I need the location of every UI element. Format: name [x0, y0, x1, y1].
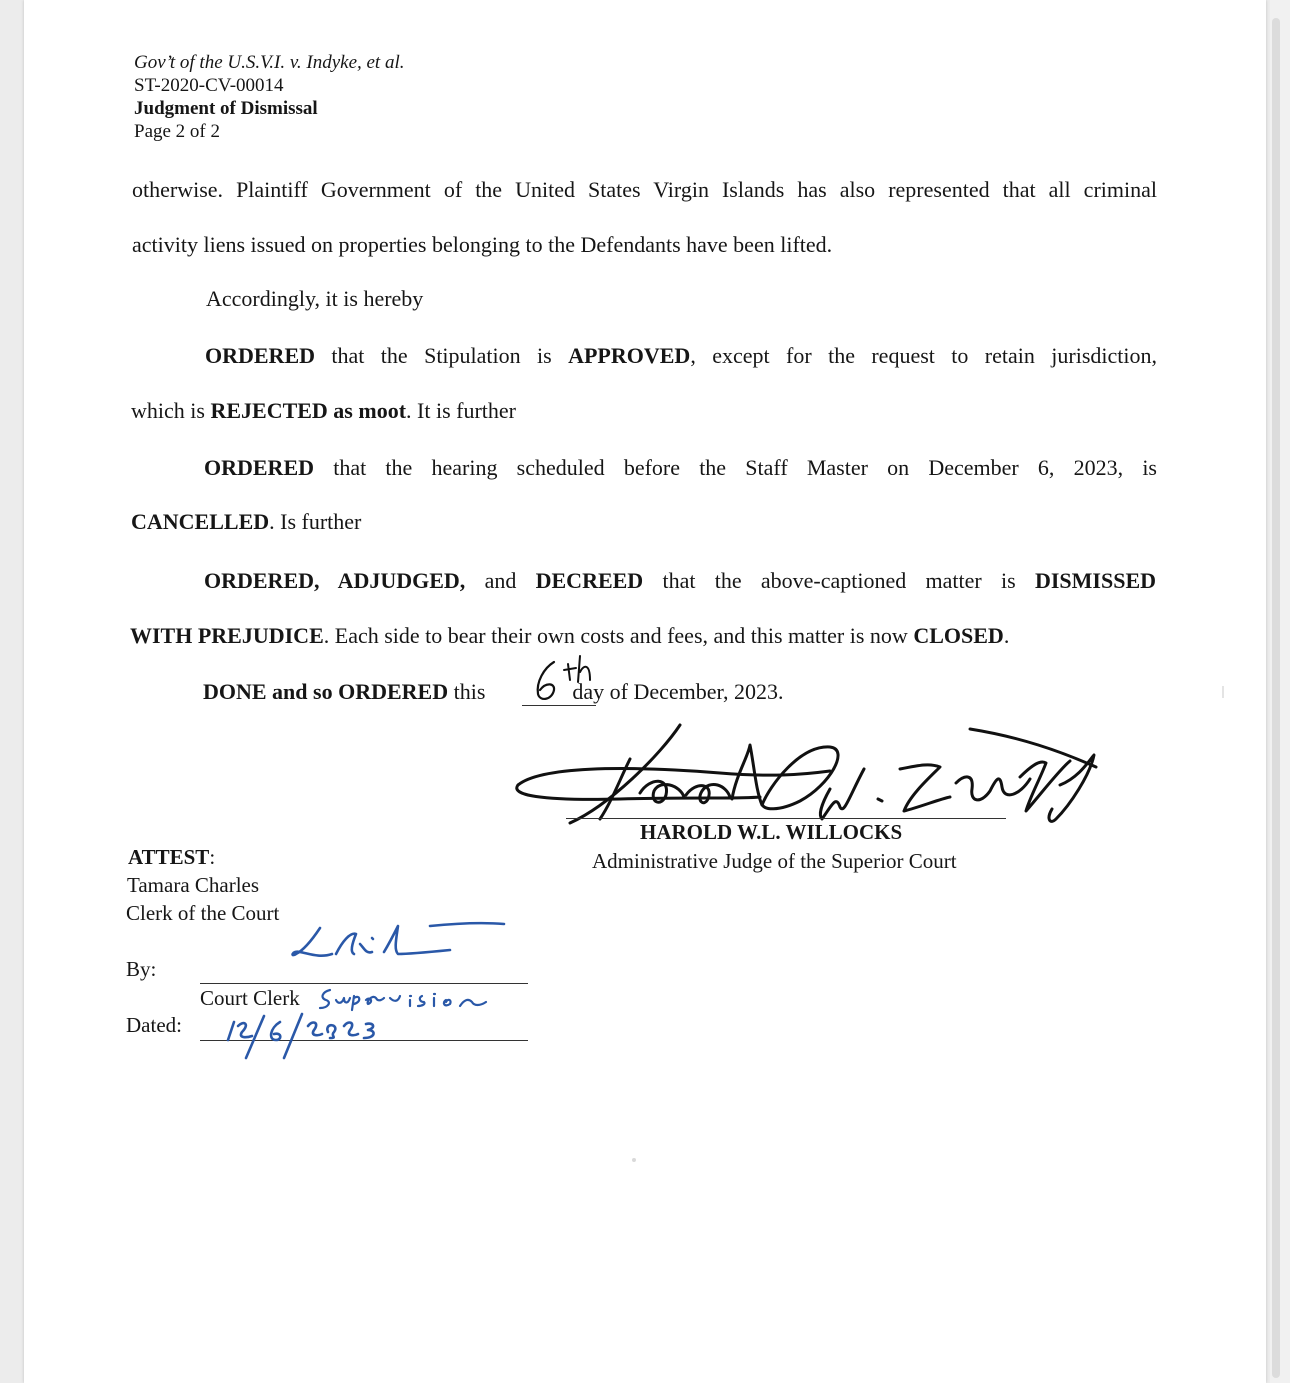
document-title: Judgment of Dismissal	[134, 98, 318, 119]
body-text: that the Stipulation is	[315, 343, 569, 368]
body-text: . Is further	[269, 509, 362, 534]
body-line: otherwise. Plaintiff Government of the United States Virgin Islands has also represented that all criminal	[132, 177, 1157, 202]
body-text: .	[1003, 623, 1010, 648]
ordered-word: ORDERED	[204, 455, 315, 480]
court-clerk-label: Court Clerk	[200, 986, 300, 1010]
date-handwritten	[220, 1012, 420, 1068]
clerk-initials-signature	[280, 914, 520, 974]
body-text: which is	[131, 398, 211, 423]
day-handwritten	[520, 650, 600, 710]
scrollbar-thumb[interactable]	[1272, 18, 1280, 1378]
attest-label	[128, 845, 215, 870]
cancelled-word: CANCELLED	[131, 509, 270, 534]
done-line	[203, 679, 784, 705]
case-number: ST-2020-CV-00014	[134, 75, 284, 96]
ordered-word: ORDERED	[205, 343, 316, 368]
ordered-adjudged: ORDERED, ADJUDGED,	[204, 568, 466, 593]
scan-speck	[632, 1158, 636, 1162]
order-line	[205, 343, 1157, 369]
dismissed-word: DISMISSED	[1034, 568, 1157, 593]
body-text: that the above-captioned matter is	[643, 568, 1035, 593]
body-text: that the hearing scheduled before the Staff Master on December 6, 2023, is	[314, 455, 1157, 480]
body-text: and	[465, 568, 536, 593]
closed-word: CLOSED	[913, 623, 1004, 648]
body-text: . It is further	[406, 398, 516, 423]
done-ordered: DONE and so ORDERED	[203, 679, 449, 704]
clerk-title: Clerk of the Court	[126, 901, 280, 925]
order-line	[204, 568, 1156, 594]
clerk-name: Tamara Charles	[127, 873, 260, 897]
body-text: day of December, 2023.	[566, 679, 784, 704]
order-line	[130, 623, 1009, 649]
with-prejudice: WITH PREJUDICE	[130, 623, 324, 648]
body-text: . Each side to bear their own costs and fees, and this matter is now	[323, 623, 914, 648]
decreed-word: DECREED	[535, 568, 644, 593]
scan-speck	[1222, 686, 1224, 698]
order-line	[131, 398, 516, 424]
judge-signature	[500, 715, 1120, 835]
body-text: this	[448, 679, 491, 704]
body-line: activity liens issued on properties belonging to the Defendants have been lifted.	[132, 232, 833, 257]
order-line	[204, 455, 1157, 481]
approved-word: APPROVED	[568, 343, 691, 368]
attest-colon: :	[209, 845, 216, 869]
attest-word: ATTEST	[128, 845, 210, 869]
page-number: Page 2 of 2	[134, 121, 221, 142]
case-title: Gov’t of the U.S.V.I. v. Indyke, et al.	[134, 52, 405, 73]
judge-signature-line	[566, 818, 1006, 819]
by-label: By:	[126, 957, 157, 981]
body-text: , except for the request to retain jurisdiction,	[690, 343, 1157, 368]
order-line	[131, 509, 361, 535]
body-line: Accordingly, it is hereby	[206, 286, 424, 311]
rejected-phrase: REJECTED as moot	[210, 398, 407, 423]
dated-label: Dated:	[126, 1013, 182, 1037]
judge-title: Administrative Judge of the Superior Court	[592, 849, 957, 873]
judge-name: HAROLD W.L. WILLOCKS	[640, 820, 903, 844]
